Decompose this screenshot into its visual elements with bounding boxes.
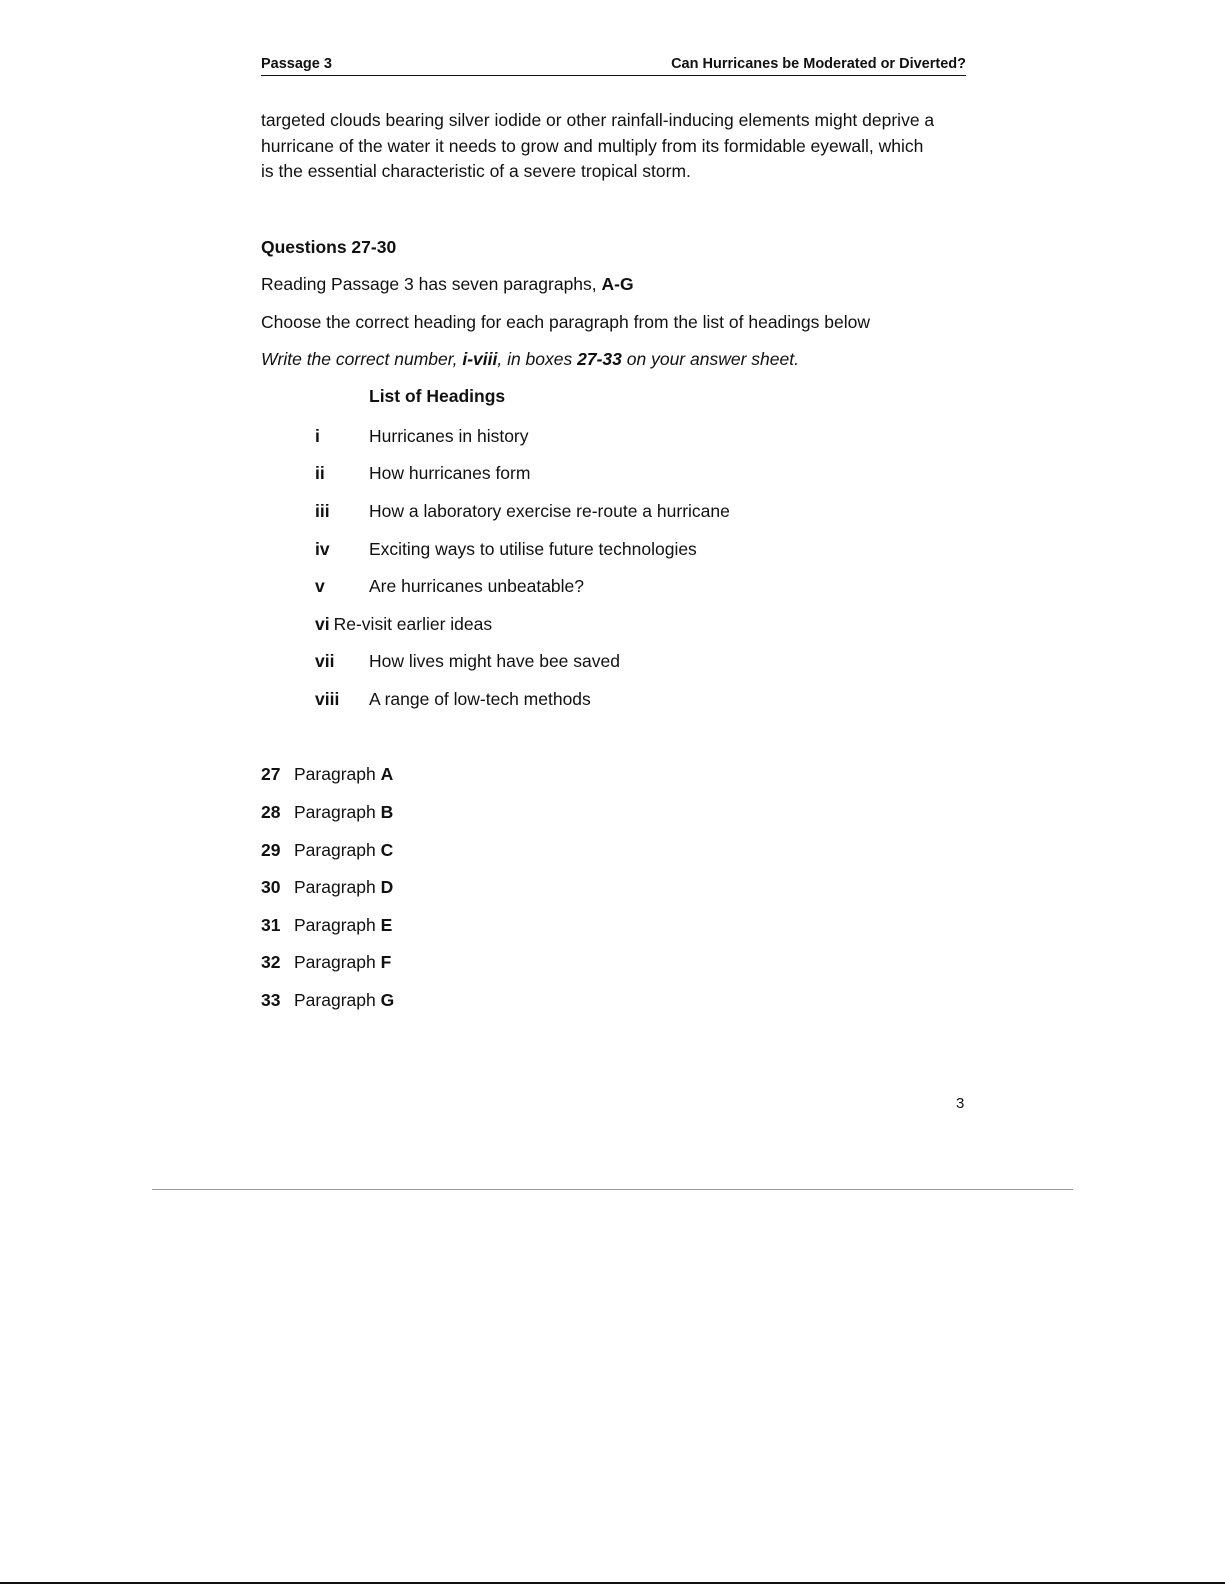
- paragraph-word: Paragraph: [294, 990, 376, 1010]
- question-number: 32: [261, 952, 281, 972]
- heading-numeral: vii: [315, 651, 335, 671]
- heading-numeral: iv: [315, 539, 330, 559]
- instruction-1-range: A-G: [601, 274, 634, 294]
- instruction-3-numbers: i-viii: [462, 349, 498, 369]
- heading-text: How a laboratory exercise re-route a hurricane: [369, 501, 730, 521]
- intro-line-3: is the essential characteristic of a severe tropical storm.: [261, 161, 691, 181]
- instruction-3-boxes: 27-33: [577, 349, 622, 369]
- intro-line-2: hurricane of the water it needs to grow and multiply from its formidable eyewall, which: [261, 136, 924, 156]
- question-item: [261, 802, 393, 823]
- question-item: [261, 990, 394, 1011]
- header-passage-title: Can Hurricanes be Moderated or Diverted?: [671, 56, 966, 72]
- question-number: 28: [261, 802, 281, 822]
- heading-numeral: ii: [315, 463, 325, 483]
- page-header: [261, 53, 966, 76]
- question-item: [261, 764, 393, 785]
- question-item: [261, 877, 393, 898]
- heading-numeral: v: [315, 576, 325, 596]
- paragraph-letter: D: [380, 877, 394, 897]
- heading-text: How lives might have bee saved: [369, 651, 620, 671]
- intro-line-1: targeted clouds bearing silver iodide or other rainfall-inducing elements might deprive a: [261, 110, 935, 130]
- paragraph-word: Paragraph: [294, 952, 376, 972]
- paragraph-letter: B: [380, 802, 394, 822]
- instruction-3-part-a: Write the correct number,: [261, 349, 463, 369]
- heading-numeral: iii: [315, 501, 330, 521]
- question-item: [261, 952, 391, 973]
- heading-text: Exciting ways to utilise future technologies: [369, 539, 697, 559]
- paragraph-letter: F: [380, 952, 392, 972]
- question-number: 31: [261, 915, 281, 935]
- page-divider: [152, 1189, 1073, 1190]
- question-number: 30: [261, 877, 281, 897]
- heading-text: Hurricanes in history: [369, 426, 529, 446]
- instruction-3-part-e: on your answer sheet.: [621, 349, 799, 369]
- paragraph-word: Paragraph: [294, 802, 376, 822]
- headings-list-title: List of Headings: [369, 386, 506, 406]
- heading-item: [315, 614, 492, 635]
- question-item: [261, 915, 392, 936]
- heading-text: A range of low-tech methods: [369, 689, 591, 709]
- paragraph-letter: A: [380, 764, 394, 784]
- instruction-2: Choose the correct heading for each paragraph from the list of headings below: [261, 312, 870, 332]
- paragraph-letter: C: [380, 840, 394, 860]
- paragraph-word: Paragraph: [294, 764, 376, 784]
- questions-title: Questions 27-30: [261, 237, 397, 257]
- page-number: 3: [956, 1095, 965, 1112]
- paragraph-letter: E: [380, 915, 393, 935]
- instruction-1: [261, 272, 634, 298]
- heading-text: How hurricanes form: [369, 463, 531, 483]
- paragraph-word: Paragraph: [294, 877, 376, 897]
- paragraph-word: Paragraph: [294, 840, 376, 860]
- heading-text: Re-visit earlier ideas: [333, 614, 493, 634]
- question-number: 33: [261, 990, 281, 1010]
- heading-numeral: vi: [315, 614, 330, 634]
- question-item: [261, 840, 393, 861]
- question-number: 29: [261, 840, 281, 860]
- question-number: 27: [261, 764, 281, 784]
- instruction-3: [261, 347, 799, 373]
- instruction-3-part-c: , in boxes: [497, 349, 578, 369]
- header-passage-label: Passage 3: [261, 56, 332, 72]
- bottom-border: [0, 1582, 1225, 1584]
- heading-numeral: i: [315, 426, 320, 446]
- instruction-1-text: Reading Passage 3 has seven paragraphs,: [261, 274, 602, 294]
- paragraph-letter: G: [380, 990, 395, 1010]
- heading-text: Are hurricanes unbeatable?: [369, 576, 585, 596]
- paragraph-word: Paragraph: [294, 915, 376, 935]
- heading-numeral: viii: [315, 689, 340, 709]
